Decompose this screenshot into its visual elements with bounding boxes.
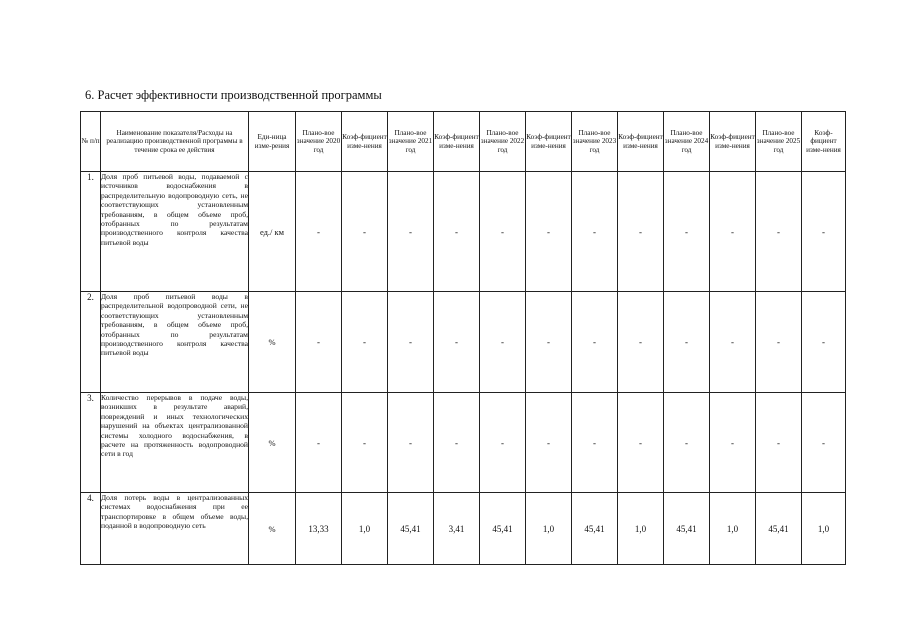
value-cell: - — [618, 292, 664, 393]
value-cell: - — [710, 172, 756, 292]
efficiency-table — [80, 111, 846, 565]
header-cell-plan-2023: Плано-вое значение 2023 год — [572, 112, 618, 172]
value-cell: 3,41 — [434, 493, 480, 565]
value-cell: - — [342, 393, 388, 493]
table-row — [81, 172, 846, 292]
value-cell: - — [618, 172, 664, 292]
value-cell: 45,41 — [756, 493, 802, 565]
value-cell: - — [296, 172, 342, 292]
value-cell: - — [388, 292, 434, 393]
header-cell-coef-2025: Коэф-фициент изме-нения — [802, 112, 846, 172]
unit-cell: ед./ км — [249, 172, 296, 292]
value-cell: - — [342, 172, 388, 292]
value-cell: 45,41 — [480, 493, 526, 565]
value-cell: - — [572, 292, 618, 393]
value-cell: - — [572, 172, 618, 292]
value-cell: 45,41 — [572, 493, 618, 565]
value-cell: - — [710, 393, 756, 493]
header-cell-plan-2021: Плано-вое значение 2021 год — [388, 112, 434, 172]
header-cell-unit: Еди-ница изме-рения — [249, 112, 296, 172]
header-cell-coef-2020: Коэф-фициент изме-нения — [342, 112, 388, 172]
value-cell: - — [388, 393, 434, 493]
section-title: 6. Расчет эффективности производственной программы — [85, 88, 382, 102]
value-cell: - — [526, 292, 572, 393]
value-cell: - — [664, 292, 710, 393]
header-cell-name: Наименование показателя/Расходы на реализацию производственной программы в течение срока ее действия — [101, 112, 249, 172]
value-cell: - — [480, 172, 526, 292]
header-cell-num: № п/п — [81, 112, 101, 172]
header-cell-coef-2023: Коэф-фициент изме-нения — [618, 112, 664, 172]
row-number: 4. — [81, 493, 101, 565]
value-cell: 45,41 — [388, 493, 434, 565]
header-cell-coef-2021: Коэф-фициент изме-нения — [434, 112, 480, 172]
table-header-row — [81, 112, 846, 172]
header-cell-plan-2024: Плано-вое значение 2024 год — [664, 112, 710, 172]
value-cell: - — [480, 393, 526, 493]
unit-cell: % — [249, 493, 296, 565]
row-number: 2. — [81, 292, 101, 393]
header-cell-coef-2024: Коэф-фициент изме-нения — [710, 112, 756, 172]
table-row — [81, 493, 846, 565]
value-cell: - — [434, 292, 480, 393]
value-cell: - — [802, 172, 846, 292]
indicator-name: Доля потерь воды в централизованных системах водоснабжения при ее транспортировке в общем объеме воды, поданной в водопроводную сеть — [101, 493, 249, 565]
table-row — [81, 393, 846, 493]
value-cell: - — [572, 393, 618, 493]
value-cell: - — [802, 292, 846, 393]
value-cell: 45,41 — [664, 493, 710, 565]
indicator-name: Доля проб питьевой воды, подаваемой с источников водоснабжения в распределительную водопроводную сеть, не соответствующих установленным требованиям, в общем объеме проб, отобранных по результатам производственного контроля качества питьевой воды — [101, 172, 249, 292]
value-cell: 1,0 — [342, 493, 388, 565]
unit-cell: % — [249, 292, 296, 393]
value-cell: - — [618, 393, 664, 493]
value-cell: - — [664, 172, 710, 292]
value-cell: - — [756, 393, 802, 493]
header-cell-plan-2025: Плано-вое значение 2025 год — [756, 112, 802, 172]
indicator-name: Доля проб питьевой воды в распределительной водопроводной сети, не соответствующих установленным требованиям, в общем объеме проб, отобранных по результатам производственного контроля качества питьевой воды — [101, 292, 249, 393]
value-cell: - — [526, 172, 572, 292]
row-number: 1. — [81, 172, 101, 292]
table-row — [81, 292, 846, 393]
value-cell: - — [434, 172, 480, 292]
value-cell: - — [526, 393, 572, 493]
indicator-name: Количество перерывов в подаче воды, возникших в результате аварий, повреждений и иных технологических нарушений на объектах централизованной системы холодного водоснабжения, в расчете на протяженность водопроводной сети в год — [101, 393, 249, 493]
value-cell: - — [388, 172, 434, 292]
header-cell-plan-2022: Плано-вое значение 2022 год — [480, 112, 526, 172]
value-cell: - — [802, 393, 846, 493]
value-cell: 1,0 — [710, 493, 756, 565]
unit-cell: % — [249, 393, 296, 493]
header-cell-coef-2022: Коэф-фициент изме-нения — [526, 112, 572, 172]
value-cell: 1,0 — [618, 493, 664, 565]
value-cell: 1,0 — [802, 493, 846, 565]
value-cell: - — [296, 292, 342, 393]
row-number: 3. — [81, 393, 101, 493]
value-cell: - — [756, 292, 802, 393]
value-cell: - — [296, 393, 342, 493]
value-cell: 1,0 — [526, 493, 572, 565]
header-cell-plan-2020: Плано-вое значение 2020 год — [296, 112, 342, 172]
value-cell: - — [710, 292, 756, 393]
value-cell: - — [756, 172, 802, 292]
value-cell: - — [480, 292, 526, 393]
value-cell: - — [664, 393, 710, 493]
value-cell: - — [434, 393, 480, 493]
value-cell: 13,33 — [296, 493, 342, 565]
value-cell: - — [342, 292, 388, 393]
